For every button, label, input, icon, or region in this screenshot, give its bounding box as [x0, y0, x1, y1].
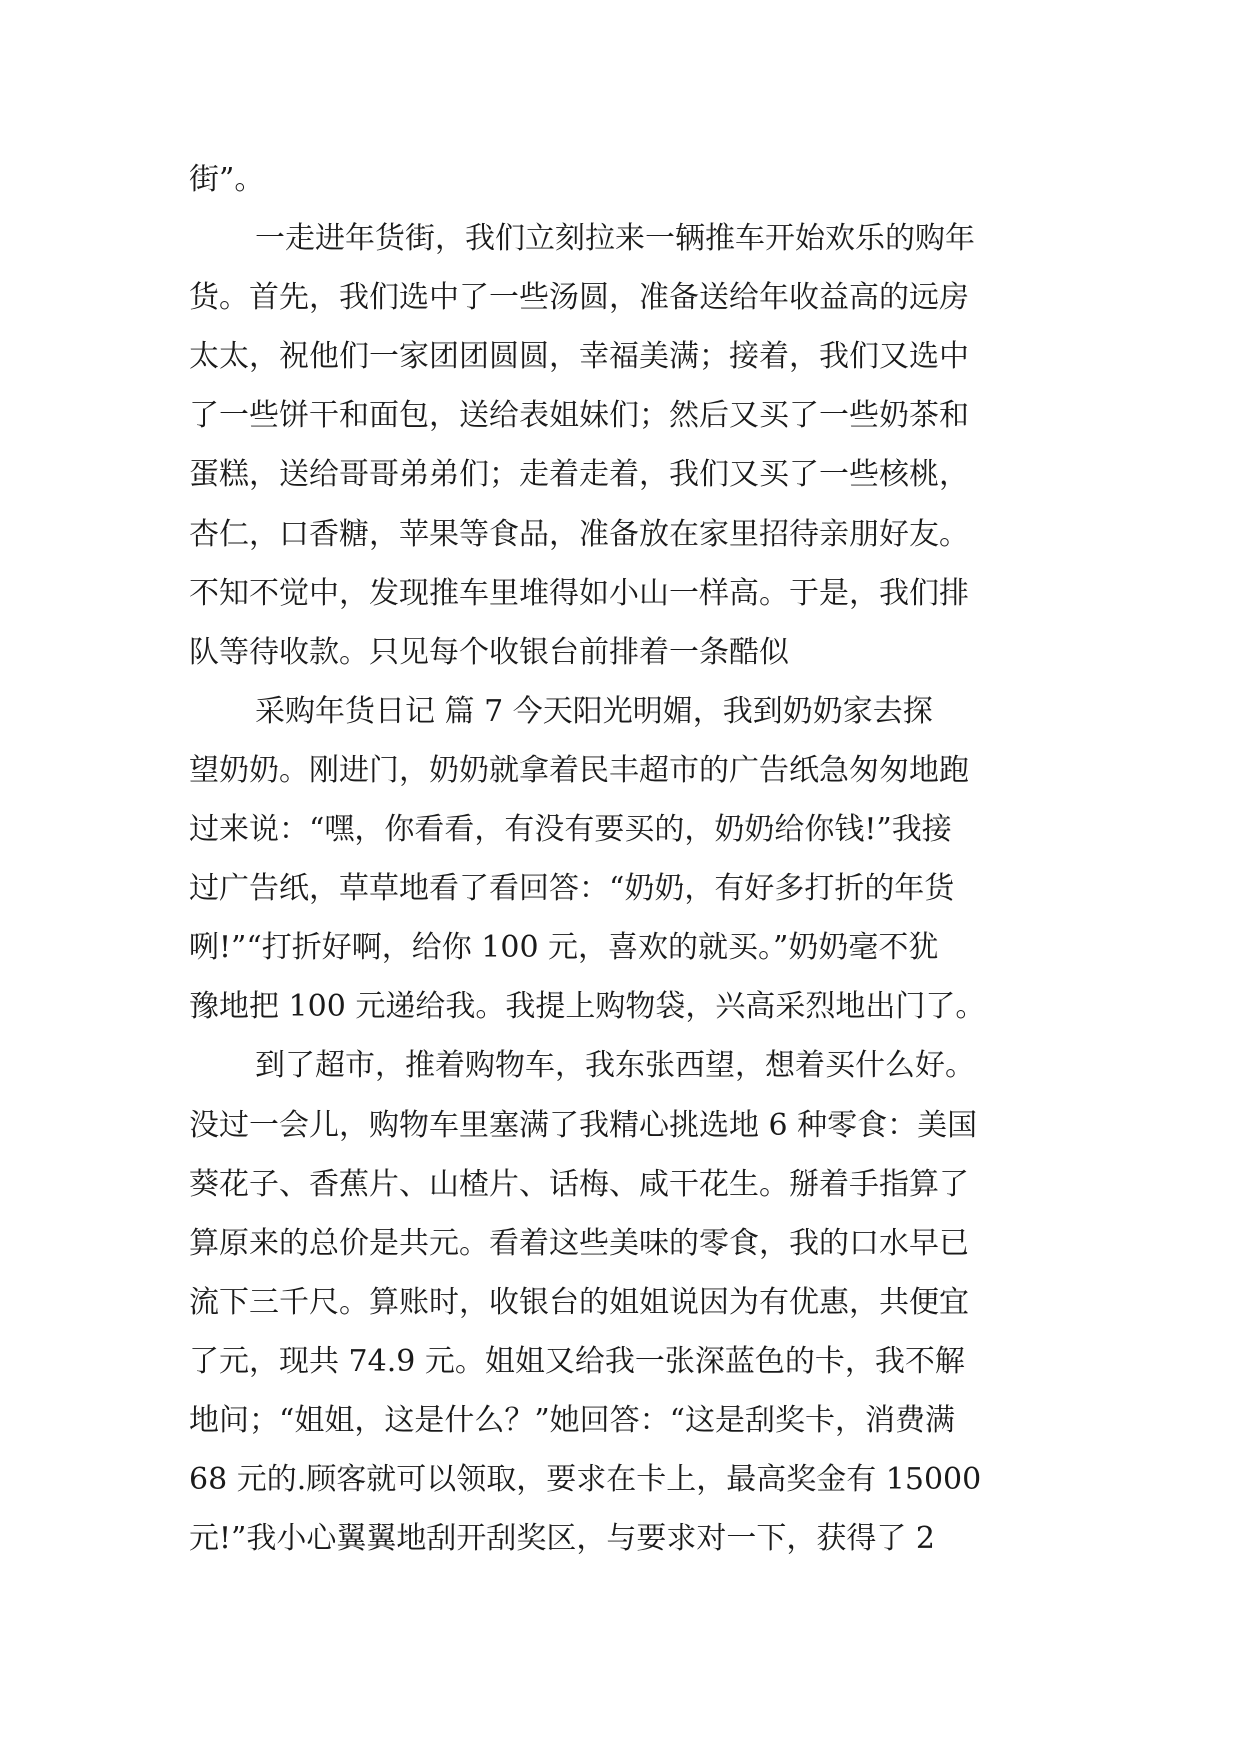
text-line: 咧!”“打折好啊，给你 100 元，喜欢的就买。”奶奶毫不犹 [189, 930, 939, 966]
text-line: 队等待收款。只见每个收银台前排着一条酷似 [189, 634, 789, 670]
text-line: 地问；“姐姐，这是什么？”她回答：“这是刮奖卡，消费满 [189, 1402, 956, 1438]
article-body [189, 150, 1069, 1568]
text-line: 算原来的总价是共元。看着这些美味的零食，我的口水早已 [189, 1225, 969, 1261]
text-line: 望奶奶。刚进门，奶奶就拿着民丰超市的广告纸急匆匆地跑 [189, 752, 969, 788]
text-line: 元!”我小心翼翼地刮开刮奖区，与要求对一下，获得了 2 [189, 1521, 936, 1557]
text-line: 货。首先，我们选中了一些汤圆，准备送给年收益高的远房 [189, 280, 969, 316]
text-line: 到了超市，推着购物车，我东张西望，想着买什么好。 [255, 1048, 975, 1084]
text-line: 葵花子、香蕉片、山楂片、话梅、咸干花生。掰着手指算了 [189, 1166, 969, 1202]
text-line: 没过一会儿，购物车里塞满了我精心挑选地 6 种零食：美国 [189, 1107, 978, 1143]
text-line: 豫地把 100 元递给我。我提上购物袋，兴高采烈地出门了。 [189, 989, 986, 1025]
text-line: 太太，祝他们一家团团圆圆，幸福美满；接着，我们又选中 [189, 339, 969, 375]
section-heading-line: 采购年货日记 篇 7 今天阳光明媚，我到奶奶家去探 [255, 693, 933, 729]
text-line: 68 元的.顾客就可以领取，要求在卡上，最高奖金有 15000 [189, 1462, 982, 1498]
text-line: 过广告纸，草草地看了看回答：“奶奶，有好多打折的年货 [189, 871, 955, 907]
text-line: 杏仁，口香糖，苹果等食品，准备放在家里招待亲朋好友。 [189, 516, 969, 552]
text-line: 街”。 [189, 162, 265, 197]
text-line: 了一些饼干和面包，送给表姐妹们；然后又买了一些奶茶和 [189, 398, 969, 434]
text-line: 不知不觉中，发现推车里堆得如小山一样高。于是，我们排 [189, 575, 969, 611]
text-line: 蛋糕，送给哥哥弟弟们；走着走着，我们又买了一些核桃， [189, 457, 969, 493]
text-line: 了元，现共 74.9 元。姐姐又给我一张深蓝色的卡，我不解 [189, 1343, 965, 1379]
text-line: 流下三千尺。算账时，收银台的姐姐说因为有优惠，共便宜 [189, 1284, 969, 1320]
text-line: 一走进年货街，我们立刻拉来一辆推车开始欢乐的购年 [255, 221, 975, 257]
text-line: 过来说：“嘿，你看看，有没有要买的，奶奶给你钱!”我接 [189, 812, 952, 848]
